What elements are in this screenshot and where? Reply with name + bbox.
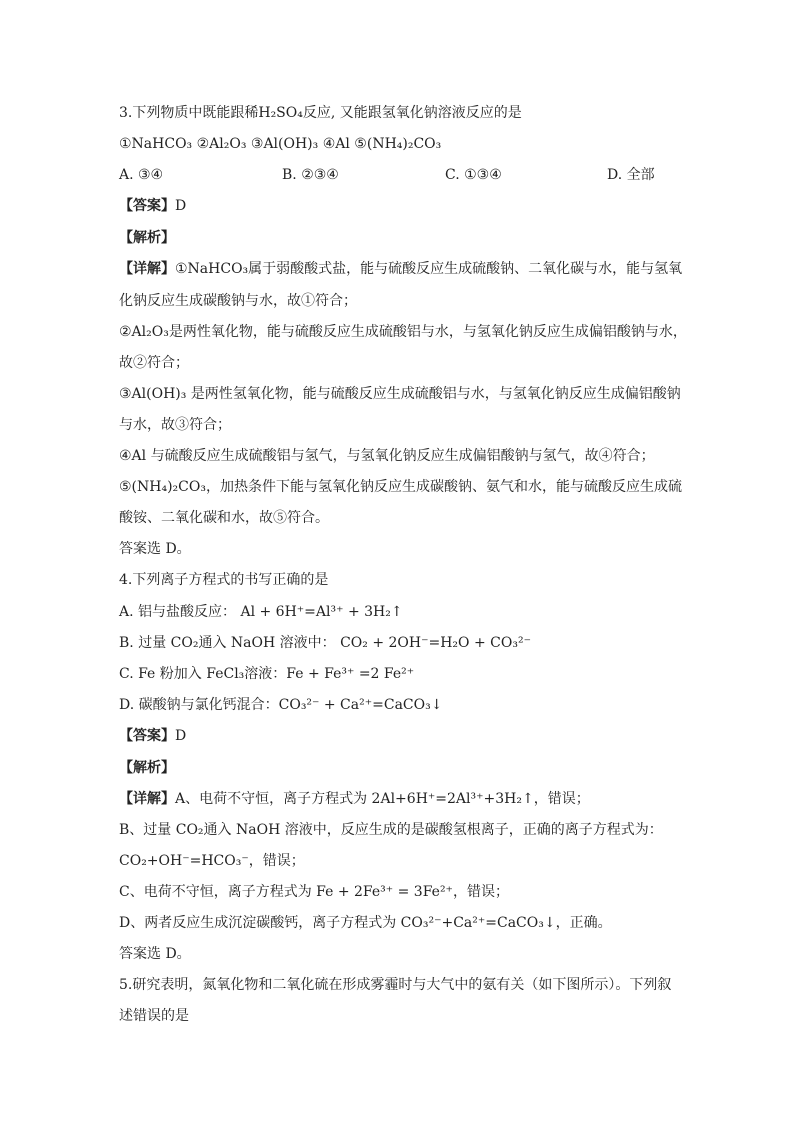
q3-detail-line-5: ③Al(OH)₃ 是两性氢氧化物，能与硫酸反应生成硫酸铝与水，与氢氧化钠反应生成偏铝酸钠 <box>119 386 681 402</box>
q3-conclusion: 答案选 D。 <box>119 541 191 557</box>
q3-option-b: B. ②③④ <box>282 167 339 183</box>
q3-detail-line-9: 酸铵、二氧化碳和水，故⑤符合。 <box>119 510 329 526</box>
q3-detail-line-2: 化钠反应生成碳酸钠与水，故①符合； <box>119 293 357 309</box>
q3-option-a: A. ③④ <box>119 167 164 183</box>
q4-option-b: B. 过量 CO₂通入 NaOH 溶液中： CO₂ + 2OH⁻=H₂O + CO₃²⁻ <box>119 635 531 651</box>
q3-answer: D <box>175 198 187 214</box>
q3-option-c: C. ①③④ <box>445 167 502 183</box>
q3-analysis-label: 【解析】 <box>119 230 175 246</box>
q3-option-d: D. 全部 <box>607 167 655 183</box>
q4-detail-line-2: B、过量 CO₂通入 NaOH 溶液中，反应生成的是碳酸氢根离子，正确的离子方程式为： <box>119 822 663 838</box>
q3-detail-line-1 <box>119 259 682 279</box>
q4-answer-label: 【答案】 <box>119 728 175 744</box>
q3-detail-line-6: 与水，故③符合； <box>119 417 231 433</box>
q4-detail-line-5: D、两者反应生成沉淀碳酸钙，离子方程式为 CO₃²⁻+Ca²⁺=CaCO₃↓，正确。 <box>119 915 612 931</box>
q4-option-d: D. 碳酸钠与氯化钙混合：CO₃²⁻ + Ca²⁺=CaCO₃↓ <box>119 697 443 713</box>
q5-stem-line-2: 述错误的是 <box>119 1008 189 1024</box>
q5-stem-line-1: 5.研究表明，氮氧化物和二氧化硫在形成雾霾时与大气中的氨有关（如下图所示）。下列叙 <box>119 977 672 993</box>
q3-detail-line-3: ②Al₂O₃是两性氧化物，能与硫酸反应生成硫酸铝与水，与氢氧化钠反应生成偏铝酸钠与水， <box>119 324 687 340</box>
q4-answer: D <box>175 728 187 744</box>
q4-detail-line-4: C、电荷不守恒，离子方程式为 Fe + 2Fe³⁺ = 3Fe²⁺，错误； <box>119 884 509 900</box>
q4-detail-label: 【详解】 <box>119 791 175 807</box>
q4-detail-line-1 <box>119 789 590 809</box>
q3-detail-line-8: ⑤(NH₄)₂CO₃，加热条件下能与氢氧化钠反应生成碳酸钠、氨气和水，能与硫酸反应生成硫 <box>119 479 682 495</box>
q3-detail-line-7: ④Al 与硫酸反应生成硫酸铝与氢气，与氢氧化钠反应生成偏铝酸钠与氢气，故④符合； <box>119 448 655 464</box>
q3-answer-label: 【答案】 <box>119 198 175 214</box>
q4-stem: 4.下列离子方程式的书写正确的是 <box>119 572 329 588</box>
q3-stem: 3.下列物质中既能跟稀H₂SO₄反应, 又能跟氢氧化钠溶液反应的是 <box>119 105 522 121</box>
q3-detail-label: 【详解】 <box>119 261 175 277</box>
q3-answer-line <box>119 196 186 216</box>
q4-detail-line-3: CO₂+OH⁻=HCO₃⁻，错误； <box>119 853 305 869</box>
q4-answer-line <box>119 726 186 746</box>
q4-option-a: A. 铝与盐酸反应： Al + 6H⁺=Al³⁺ + 3H₂↑ <box>119 604 403 620</box>
q3-detail-text-1: ①NaHCO₃属于弱酸酸式盐，能与硫酸反应生成硫酸钠、二氧化碳与水，能与氢氧 <box>175 261 683 277</box>
q3-items: ①NaHCO₃ ②Al₂O₃ ③Al(OH)₃ ④Al ⑤(NH₄)₂CO₃ <box>119 136 442 152</box>
q4-detail-text-1: A、电荷不守恒，离子方程式为 2Al+6H⁺=2Al³⁺+3H₂↑，错误； <box>175 791 590 807</box>
q4-conclusion: 答案选 D。 <box>119 946 191 962</box>
q3-detail-line-4: 故②符合； <box>119 355 189 371</box>
q4-option-c: C. Fe 粉加入 FeCl₃溶液：Fe + Fe³⁺ =2 Fe²⁺ <box>119 666 415 682</box>
q4-analysis-label: 【解析】 <box>119 760 175 776</box>
